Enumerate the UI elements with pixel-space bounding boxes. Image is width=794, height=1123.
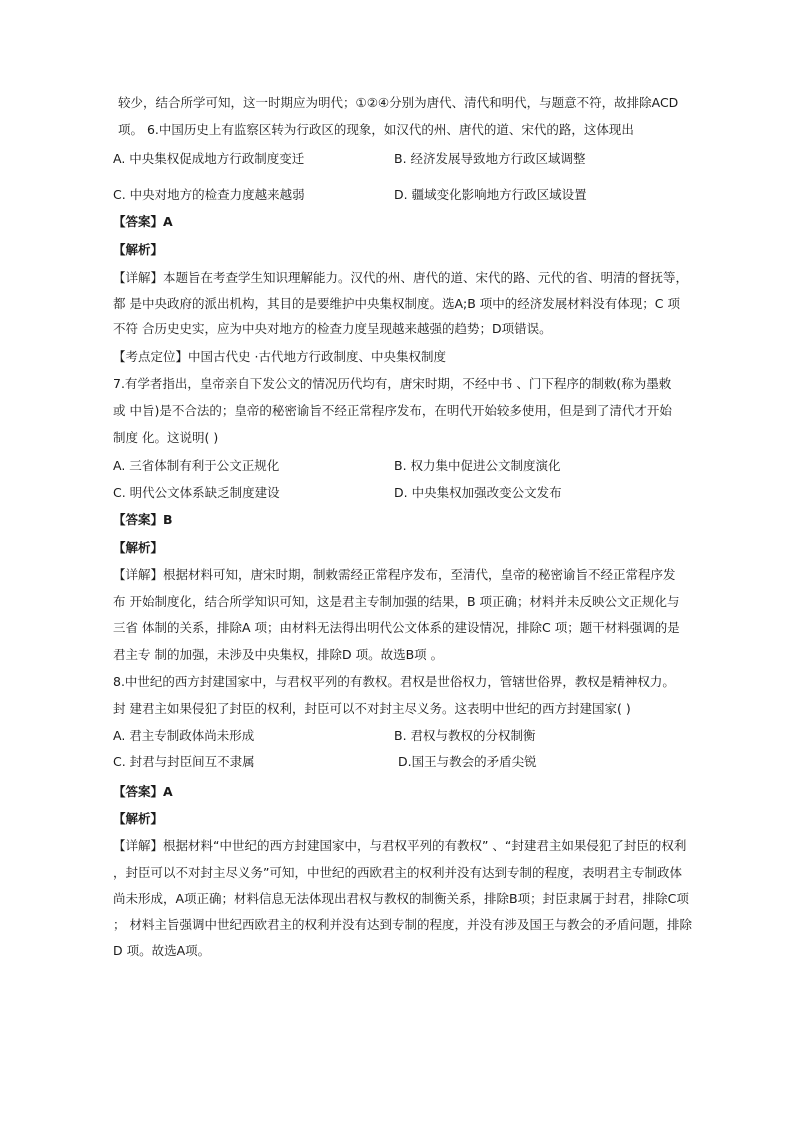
q7-answer: 【答案】B [113,512,173,527]
q8-explanation-line: ； 材料主旨强调中世纪西欧君主的权利并没有达到专制的程度，并没有涉及国王与教会的矛盾问题，排除 [113,917,692,932]
q8-explanation-line: D 项。故选A项。 [113,943,211,958]
question-7-stem: 7.有学者指出，皇帝亲自下发公文的情况历代均有，唐宋时期，不经中书 、门下程序的制敕(称为墨敕 [113,376,672,391]
q7-option-c: C. 明代公文体系缺乏制度建设 [113,485,280,500]
q7-explanation-line: 【详解】根据材料可知，唐宋时期，制敕需经正常程序发布，至清代，皇帝的秘密谕旨不经正常程序发 [113,567,676,582]
q8-explanation-line: 【详解】根据材料“中世纪的西方封建国家中，与君权平列的有教权” 、“封建君主如果侵犯了封臣的权利 [113,838,687,853]
q6-option-a: A. 中央集权促成地方行政制度变迁 [113,151,305,166]
q7-analysis-heading: 【解析】 [113,540,164,555]
question-8-stem: 8.中世纪的西方封建国家中，与君权平列的有教权。君权是世俗权力，管辖世俗界，教权是精神权力。 [113,674,675,689]
q6-key-point: 【考点定位】中国古代史 ·古代地方行政制度、中央集权制度 [113,349,446,364]
q8-option-b: B. 君权与教权的分权制衡 [394,728,536,743]
q7-option-a: A. 三省体制有利于公文正规化 [113,458,280,473]
q8-option-a: A. 君主专制政体尚未形成 [113,728,255,743]
q8-explanation-line: ，封臣可以不对封主尽义务”可知，中世纪的西欧君主的权利并没有达到专制的程度，表明君主专制政体 [113,865,682,880]
q6-option-c: C. 中央对地方的检查力度越来越弱 [113,187,305,202]
q7-option-d: D. 中央集权加强改变公文发布 [394,485,562,500]
q6-analysis-heading: 【解析】 [113,242,164,257]
q6-explanation-line: 【详解】本题旨在考查学生知识理解能力。汉代的州、唐代的道、宋代的路、元代的省、明清的督抚等， [113,270,689,285]
question-7-stem: 制度 化。这说明( ) [113,430,219,445]
q6-answer: 【答案】A [113,214,173,229]
q6-option-b: B. 经济发展导致地方行政区域调整 [394,151,586,166]
q6-option-d: D. 疆域变化影响地方行政区域设置 [394,187,587,202]
q8-option-d: D.国王与教会的矛盾尖锐 [398,754,537,769]
q7-explanation-line: 君主专 制的加强，未涉及中央集权，排除D 项。故选B项 。 [113,647,444,662]
q8-analysis-heading: 【解析】 [113,811,164,826]
q6-explanation-line: 不符 合历史史实，应为中央对地方的检查力度呈现越来越强的趋势；D项错误。 [113,321,552,336]
question-6-stem: 项。 6.中国历史上有监察区转为行政区的现象，如汉代的州、唐代的道、宋代的路，这体现出 [118,122,634,137]
question-8-stem: 封 建君主如果侵犯了封臣的权利，封臣可以不对封主尽义务。这表明中世纪的西方封建国家( ) [113,701,631,716]
q7-explanation-line: 布 开始制度化，结合所学知识可知，这是君主专制加强的结果，B 项正确；材料并未反映公文正规化与 [113,594,680,609]
q7-explanation-line: 三省 体制的关系，排除A 项；由材料无法得出明代公文体系的建设情况，排除C 项；题干材料强调的是 [113,620,680,635]
q8-answer: 【答案】A [113,784,173,799]
q8-explanation-line: 尚未形成，A项正确；材料信息无法体现出君权与教权的制衡关系，排除B项；封臣隶属于封君，排除C项 [113,891,689,906]
question-7-stem: 或 中旨)是不合法的；皇帝的秘密谕旨不经正常程序发布，在明代开始较多使用，但是到了清代才开始 [113,403,672,418]
q6-explanation-line: 都 是中央政府的派出机构，其目的是要维护中央集权制度。选A;B 项中的经济发展材料没有体现；C 项 [113,296,680,311]
text-line: 较少，结合所学可知，这一时期应为明代；①②④分别为唐代、清代和明代，与题意不符，故排除ACD [118,95,679,110]
q8-option-c: C. 封君与封臣间互不隶属 [113,754,255,769]
q7-option-b: B. 权力集中促进公文制度演化 [394,458,561,473]
